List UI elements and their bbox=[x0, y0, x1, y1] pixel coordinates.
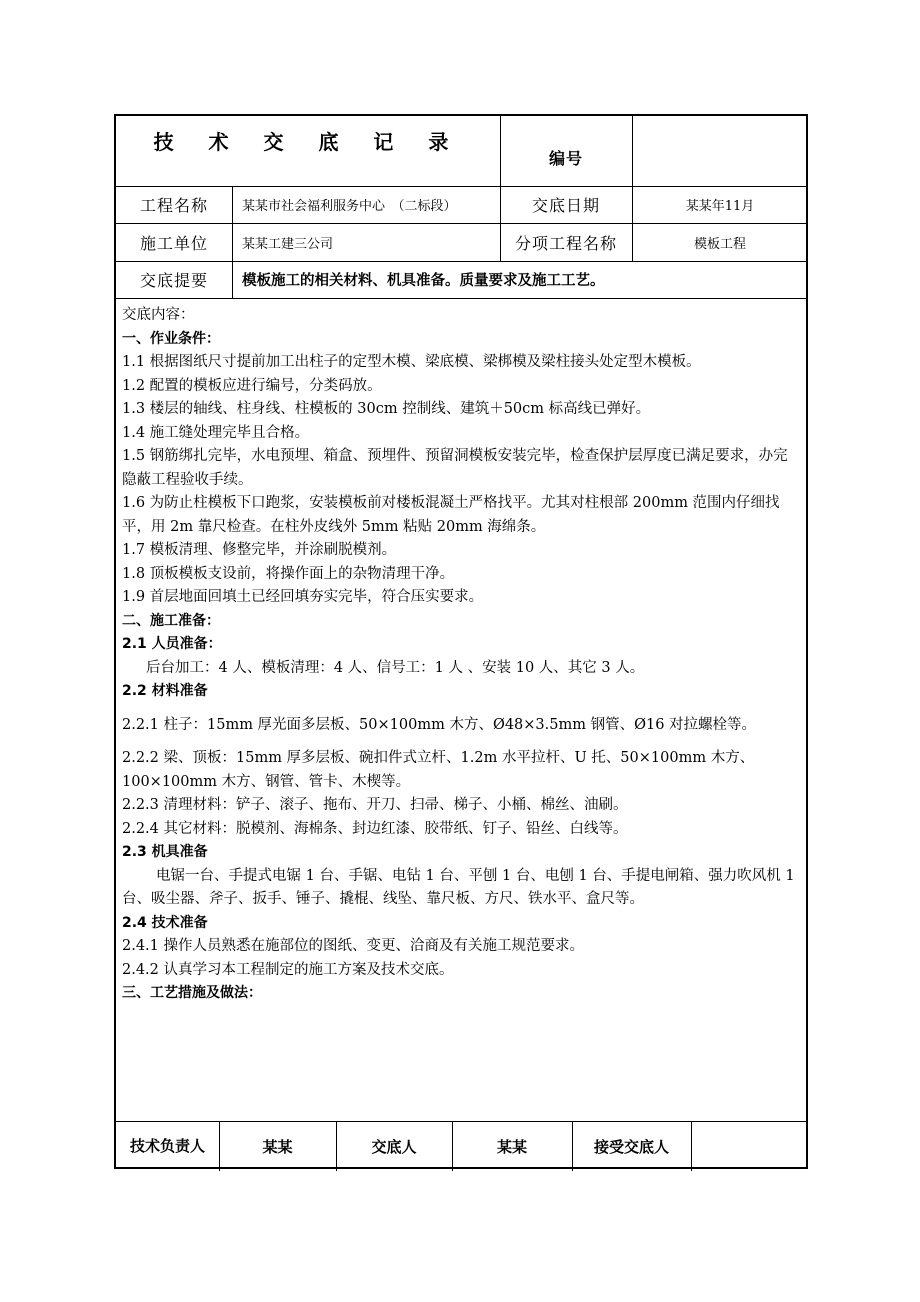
item-1-4: 1.4 施工缝处理完毕且合格。 bbox=[122, 424, 310, 441]
subproject-value: 模板工程 bbox=[693, 236, 746, 252]
item-1-1: 1.1 根据图纸尺寸提前加工出柱子的定型木模、梁底模、梁梆模及梁柱接头处定型木模板。 bbox=[122, 354, 701, 370]
section-1-title: 一、作业条件： bbox=[122, 330, 220, 347]
item-1-8: 1.8 顶板模板支设前，将操作面上的杂物清理干净。 bbox=[122, 565, 455, 582]
number-value bbox=[632, 116, 808, 186]
content-intro: 交底内容： bbox=[122, 307, 195, 323]
disclosure-record-form bbox=[114, 114, 808, 1169]
row-divider bbox=[116, 298, 806, 299]
summary-value: 模板施工的相关材料、机具准备。质量要求及施工工艺。 bbox=[242, 273, 605, 289]
item-1-2: 1.2 配置的模板应进行编号，分类码放。 bbox=[122, 377, 382, 394]
section-3-title: 三、工艺措施及做法： bbox=[122, 985, 262, 1001]
discloser-label: 交底人 bbox=[371, 1137, 417, 1156]
summary-label: 交底提要 bbox=[139, 271, 208, 290]
form-title: 技 术 交 底 记 录 bbox=[153, 129, 463, 154]
item-1-9: 1.9 首层地面回填土已经回填夯实完毕，符合压实要求。 bbox=[122, 589, 484, 605]
date-label: 交底日期 bbox=[531, 196, 600, 215]
section-2-1-title: 2.1 人员准备： bbox=[122, 636, 222, 652]
subproject-label: 分项工程名称 bbox=[514, 233, 617, 253]
project-name-value: 某某市社会福利服务中心 （二标段） bbox=[242, 199, 457, 214]
item-2-2-1: 2.2.1 柱子：15mm 厚光面多层板、50×100mm 木方、Ø48×3.5mm 钢管、Ø16 对拉螺栓等。 bbox=[122, 716, 757, 733]
item-1-7: 1.7 模板清理、修整完毕，并涂刷脱模剂。 bbox=[122, 542, 397, 558]
disclosure-content bbox=[122, 304, 802, 1006]
date-value: 某某年11月 bbox=[685, 199, 755, 214]
section-2-3-title: 2.3 机具准备 bbox=[122, 844, 208, 860]
receiver-label: 接受交底人 bbox=[593, 1137, 669, 1156]
item-2-2-4: 2.2.4 其它材料：脱模剂、海棉条、封边红漆、胶带纸、钉子、铅丝、白线等。 bbox=[122, 820, 628, 837]
section-2-2-title: 2.2 材料准备 bbox=[122, 683, 208, 699]
project-name-label: 工程名称 bbox=[139, 196, 208, 215]
number-label: 编号 bbox=[548, 148, 583, 168]
item-1-6: 1.6 为防止柱模板下口跑浆，安装模板前对楼板混凝土严格找平。尤其对柱根部 200mm 范围内仔细找平，用 2m 靠尺检查。在柱外皮线外 5mm 粘贴 20mm 海绵条。 bbox=[122, 495, 780, 535]
item-2-2-2: 2.2.2 梁、顶板：15mm 厚多层板、碗扣件式立杆、1.2m 水平拉杆、U 托、50×100mm 木方、100×100mm 木方、钢管、管卡、木楔等。 bbox=[122, 750, 755, 790]
equipment-text: 电锯一台、手提式电锯 1 台、手锯、电钻 1 台、平刨 1 台、电刨 1 台、手提电闸箱、强力吹风机 1 台、吸尘器、斧子、扳手、锤子、撬棍、线坠、靠尺板、方尺、铁水平、盒尺等。 bbox=[122, 867, 795, 907]
section-2-4-title: 2.4 技术准备 bbox=[122, 914, 208, 931]
tech-lead-value: 某某 bbox=[262, 1137, 293, 1156]
item-1-5: 1.5 钢筋绑扎完毕，水电预埋、箱盒、预埋件、预留洞模板安装完毕，检查保护层厚度已满足要求，办完隐蔽工程验收手续。 bbox=[122, 448, 788, 488]
item-2-4-2: 2.4.2 认真学习本工程制定的施工方案及技术交底。 bbox=[122, 961, 454, 978]
construction-unit-label: 施工单位 bbox=[139, 233, 208, 253]
section-2-title: 二、施工准备： bbox=[122, 612, 220, 629]
item-2-4-1: 2.4.1 操作人员熟悉在施部位的图纸、变更、洽商及有关施工规范要求。 bbox=[122, 938, 585, 954]
item-2-2-3: 2.2.3 清理材料：铲子、滚子、拖布、开刀、扫帚、梯子、小桶、棉丝、油刷。 bbox=[122, 797, 628, 813]
discloser-value: 某某 bbox=[496, 1137, 527, 1156]
tech-lead-label: 技术负责人 bbox=[130, 1137, 206, 1155]
construction-unit-value: 某某工建三公司 bbox=[242, 236, 334, 252]
receiver-value bbox=[691, 1121, 808, 1171]
personnel-text: 后台加工：4 人、模板清理：4 人、信号工：1 人 、安装 10 人、其它 3 人。 bbox=[146, 659, 645, 676]
item-1-3: 1.3 楼层的轴线、柱身线、柱模板的 30cm 控制线、建筑＋50cm 标高线已弹好。 bbox=[122, 401, 651, 417]
